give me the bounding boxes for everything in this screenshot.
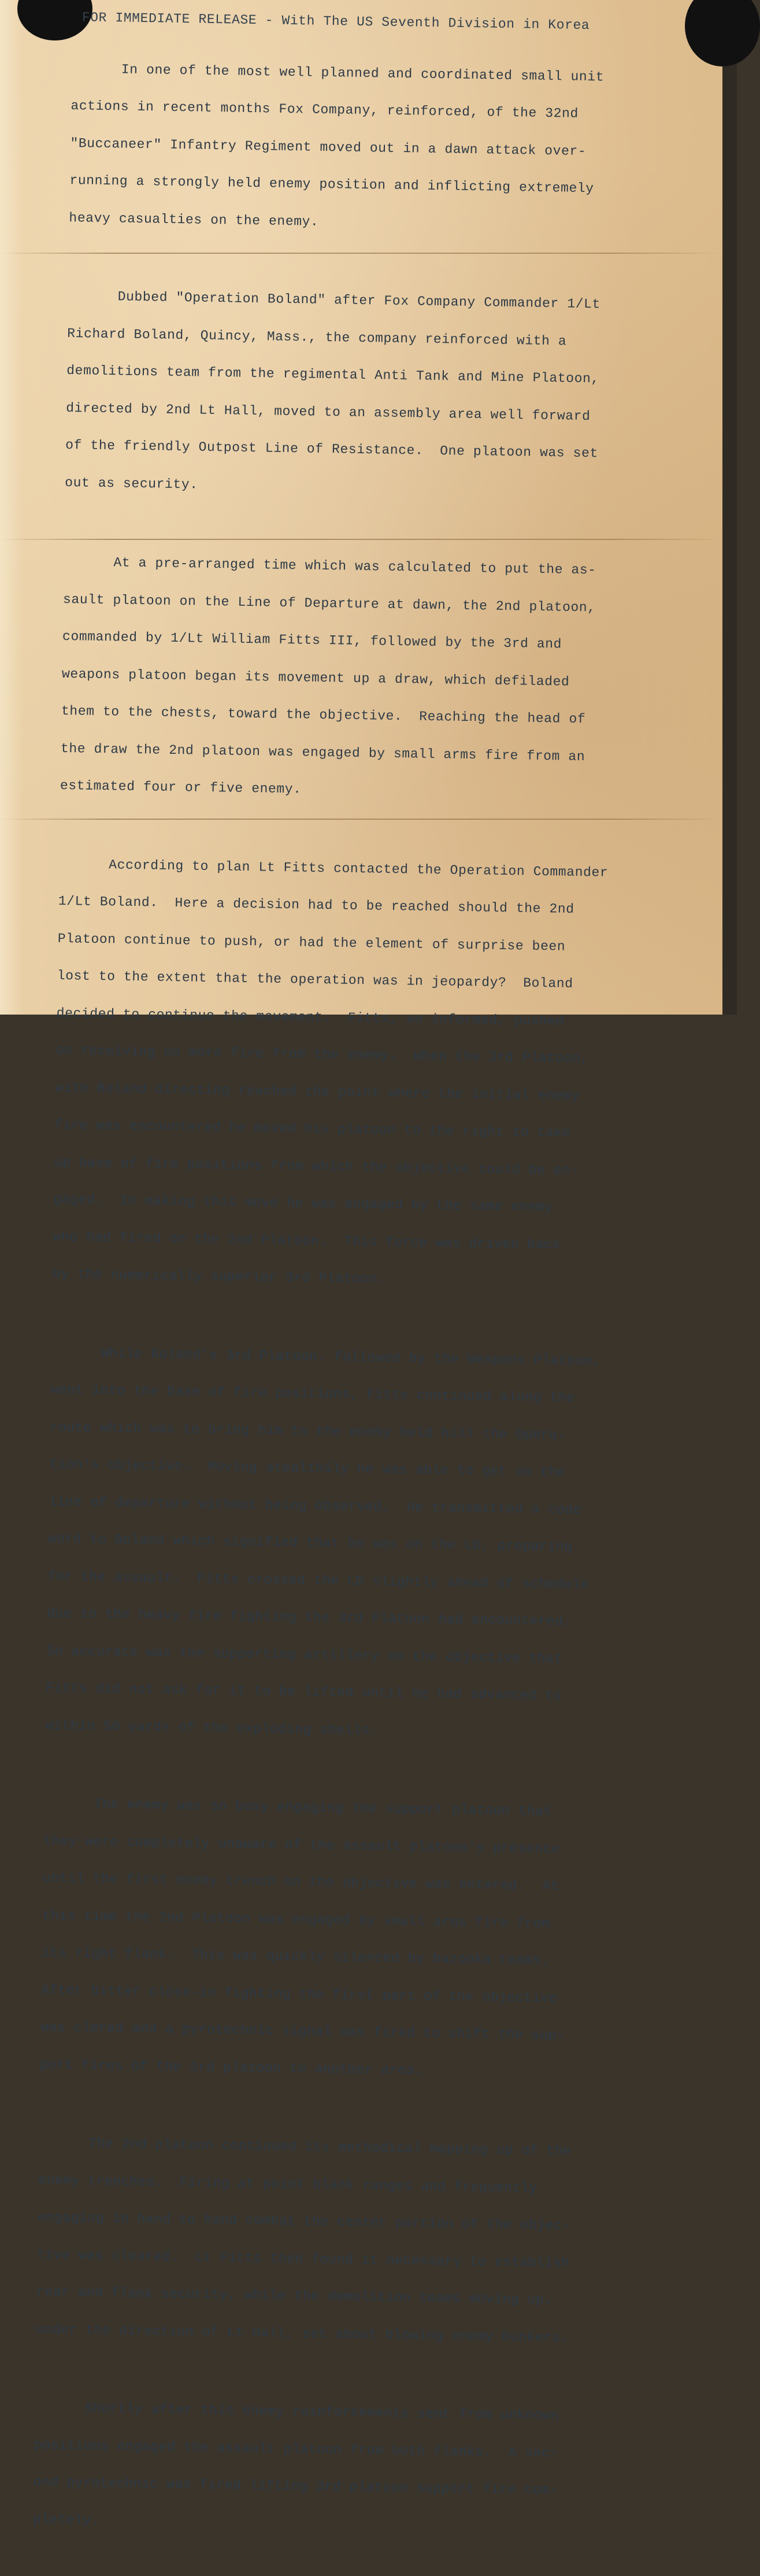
text-line: by the numerically superior 3rd Platoon. <box>52 1266 385 1287</box>
text-line: estimated four or five enemy. <box>60 778 302 797</box>
text-line: them to the chests, toward the objective. Reaching the head of <box>61 703 586 727</box>
paragraph-2 <box>64 265 646 523</box>
text-line: The enemy was so busy engaging the support platoon that <box>44 1796 552 1819</box>
text-line: heavy casualties on the enemy. <box>69 210 319 230</box>
text-line: out as security. <box>65 475 198 493</box>
paragraph-5 <box>45 1322 630 1766</box>
text-line: tive was cleared. Lt Fitts then found it necessary to establish <box>36 2247 570 2271</box>
text-line: directed by 2nd Lt Hall, moved to an assembly area well forward <box>66 400 591 424</box>
text-line: who had fired on the 2nd Platoon. This force was driven back <box>53 1229 561 1253</box>
text-line: they were completely unaware of the assault platoon's presence <box>43 1833 560 1857</box>
text-line: went into the base of fire positions, Fitts continued along the <box>50 1382 575 1405</box>
text-line: 1/Lt Boland. Here a decision had to be reached should the 2nd <box>58 893 574 917</box>
text-line: until the first enemy trench on the objective was entered. At <box>43 1870 559 1894</box>
text-line: within 50 yards of the exploding shells. <box>45 1718 379 1738</box>
text-line: So accurate was the supporting artillery on the objective that <box>46 1643 563 1667</box>
text-line: actions in recent months Fox Company, reinforced, of the 32nd <box>71 98 579 121</box>
paragraph-7 <box>35 2112 617 2370</box>
text-line: line of departure without being observed. He transmitted a code <box>49 1494 582 1518</box>
text-line: positions engaged the assault platoon from both flanks. A sec- <box>34 2437 559 2461</box>
text-line: decided to continue the movement. Fitts, so informed, pushed <box>56 1005 565 1029</box>
text-line: Dubbed "Operation Boland" after Fox Company Commander 1/Lt <box>68 288 601 312</box>
text-line: pletely. <box>32 2511 100 2528</box>
press-release-text <box>32 12 650 2576</box>
text-line: rear and flank security, while the demolition teams moving up, <box>36 2284 553 2308</box>
text-line: with Boland directing reached the point where the initial enemy <box>55 1080 580 1104</box>
text-line: engaging in hand to hand combat the center portion of the objec- <box>37 2209 570 2234</box>
text-line: After bitter close-in fighting the first part of the objective <box>41 1982 558 2006</box>
text-line: running a strongly held enemy position and inflicting extremely <box>69 172 594 197</box>
text-line: ond pyrotechnic was fired lifting 3rd platoon support fire com- <box>33 2474 558 2498</box>
text-line: due to the heavy fire fighting the 3rd Platoon had encountered. <box>47 1605 572 1629</box>
paragraph-6 <box>39 1773 622 2105</box>
text-line: While Boland's 3rd Platoon, followed by the Weapons Platoon, <box>51 1345 601 1369</box>
text-line: At a pre-arranged time which was calculated to put the as- <box>63 554 596 578</box>
text-line: Fitts did not ask for it to be lifted until he had advanced to <box>46 1680 562 1704</box>
release-header: FOR IMMEDIATE RELEASE - With The US Seventh Division in Korea <box>81 10 590 34</box>
paragraph-1 <box>69 38 650 258</box>
text-line: sault platoon on the Line of Departure at dawn, the 2nd platoon, <box>62 591 596 615</box>
text-line: was clered and a pyrotechnic signal was fired to shift the sup- <box>40 2019 565 2043</box>
text-line: Richard Boland, Quincy, Mass., the company reinforced with a <box>67 325 567 349</box>
text-line: lost to the extent that the operation was in jeopardy? Boland <box>57 968 573 991</box>
text-line: enemy trenches. Firing at point blank ranges and frequently <box>38 2172 538 2196</box>
text-line: gaged. In making this move he was engaged by the same enemy <box>53 1191 553 1215</box>
text-line: port fires of the 3rd platoon to another area. <box>40 2057 423 2078</box>
text-line: the draw the 2nd platoon was engaged by small arms fire from an <box>60 741 585 764</box>
text-line: word to Boland which signified that he was on the LD, preparing <box>48 1531 573 1555</box>
text-line: In one of the most well planned and coordinated small unit <box>71 61 605 84</box>
paragraph-4 <box>52 833 637 1315</box>
text-line: According to plan Lt Fitts contacted the Operation Commander <box>58 856 609 880</box>
text-line: its right flank. This was quickly silenced by bazooka teams. <box>42 1945 550 1968</box>
text-line: commanded by 1/Lt William Fitts III, followed by the 3rd and <box>62 628 562 652</box>
text-line: on receiving no more fire from the enemy. When the 3rd Platoon, <box>55 1042 589 1067</box>
text-line: Platoon continue to push, or had the element of surprise been <box>57 931 566 954</box>
text-line: weapons platoon began its movement up a draw, which defiladed <box>61 666 570 690</box>
text-line: of the friendly Outpost Line of Resistance. One platoon was set <box>65 437 599 461</box>
text-line: "Buccaneer" Infantry Regiment moved out in a dawn attack over- <box>70 135 587 159</box>
text-line: route which was to bring him to the enemy held hill the Opera- <box>50 1419 566 1443</box>
scan-background-edge <box>722 0 737 1015</box>
text-line: tion's objective. Moving stealthily he was able to get on the <box>49 1456 566 1480</box>
paragraph-3 <box>60 531 642 826</box>
text-line: demolitions team from the regimental Anti Tank and Mine Platoon, <box>66 362 600 387</box>
text-line: fire was encountered he moved his platoon to the right to take <box>54 1117 571 1141</box>
paragraph-8 <box>32 2377 613 2560</box>
text-line: this time the 2nd Platoon was engaged by small arms fire from <box>42 1908 550 1931</box>
text-line: under the direction of Lt Hall, set about blowing enemy bunkers. <box>35 2322 569 2345</box>
text-line: for the assault. Fitts crossed the LD slightly ahead of schedule <box>47 1568 589 1592</box>
text-line: The 2nd platoon continued its methodical mopping up of the <box>38 2135 572 2159</box>
text-line: Shortly after this enemy reinforcements sent from unknown <box>34 2400 559 2423</box>
text-line: up base of fire positions from which the objective could be en- <box>54 1154 579 1178</box>
